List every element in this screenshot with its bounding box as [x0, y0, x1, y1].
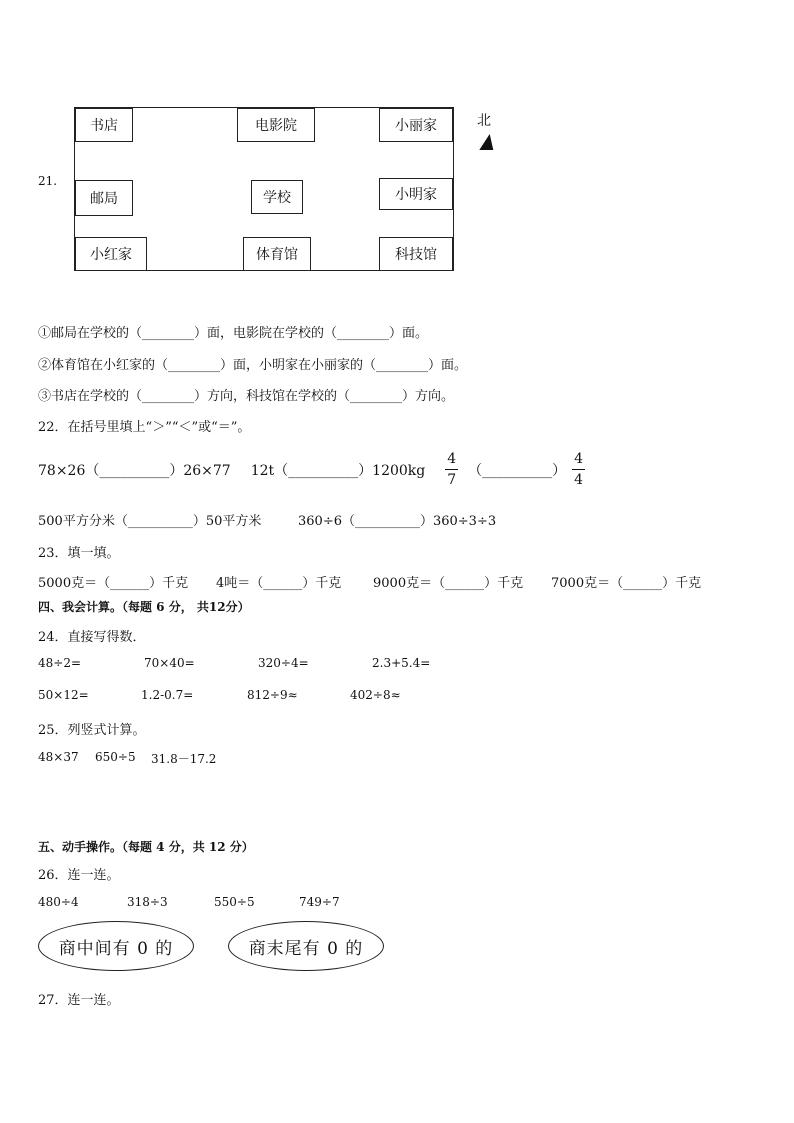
place-xiaoming-home: 小明家: [379, 178, 453, 210]
q24-item-6: 1.2-0.7=: [141, 688, 194, 702]
q27-title: 27．连一连。: [38, 993, 120, 1008]
q22-compare-a: 78×26（__________）26×77: [38, 462, 231, 479]
q26-item-1: 480÷4: [38, 895, 79, 909]
q23-item-1: 5000克＝（______）千克: [38, 576, 189, 591]
q22-compare-b: 12t（__________）1200kg: [250, 462, 426, 479]
q22-title: 22．在括号里填上“＞”“＜”或“＝”。: [38, 420, 251, 435]
q21-line-1: ①邮局在学校的（________）面，电影院在学校的（________）面。: [38, 326, 429, 341]
q23-item-4: 7000克＝（______）千克: [551, 576, 702, 591]
q25-item-1: 48×37: [38, 750, 79, 764]
place-science-museum: 科技馆: [379, 237, 453, 271]
q24-item-7: 812÷9≈: [247, 688, 298, 702]
q24-item-3: 320÷4=: [258, 656, 309, 670]
q21-line-2: ②体育馆在小红家的（________）面，小明家在小丽家的（________）面。: [38, 358, 468, 373]
section-5-title: 五、动手操作。（每题 4 分，共 12 分）: [38, 840, 254, 854]
fraction-four-sevenths: $\frac{4}{7}$: [447, 451, 457, 488]
oval-quotient-middle-zero: 商中间有 0 的: [38, 921, 194, 971]
q25-title: 25．列竖式计算。: [38, 723, 146, 738]
q24-title: 24．直接写得数．: [38, 630, 146, 645]
place-school: 学校: [251, 180, 303, 214]
north-label: 北: [477, 113, 491, 129]
q26-item-3: 550÷5: [214, 895, 255, 909]
q22-compare-c-blank: （__________）: [468, 462, 567, 479]
place-xiaoli-home: 小丽家: [379, 108, 453, 142]
q26-title: 26．连一连。: [38, 868, 120, 883]
q21-line-3: ③书店在学校的（________）方向，科技馆在学校的（________）方向。: [38, 389, 455, 404]
place-post-office: 邮局: [75, 180, 133, 216]
place-cinema: 电影院: [237, 108, 315, 142]
q25-item-2: 650÷5: [95, 750, 136, 764]
q24-item-4: 2.3+5.4=: [372, 656, 431, 670]
place-gym: 体育馆: [243, 237, 311, 271]
q22-compare-d: 500平方分米（__________）50平方米: [38, 514, 262, 529]
question-21-number: 21.: [38, 174, 58, 188]
section-4-title: 四、我会计算。（每题 6 分， 共12分）: [38, 600, 250, 614]
place-xiaohong-home: 小红家: [75, 237, 147, 271]
q23-item-3: 9000克＝（______）千克: [373, 576, 524, 591]
q26-item-4: 749÷7: [299, 895, 340, 909]
q26-item-2: 318÷3: [127, 895, 168, 909]
oval-quotient-end-zero: 商末尾有 0 的: [228, 921, 384, 971]
q23-title: 23．填一填。: [38, 546, 120, 561]
fraction-four-fourths: $\frac{4}{4}$: [574, 451, 584, 488]
q25-item-3: 31.8－17.2: [151, 752, 217, 766]
q23-item-2: 4吨＝（______）千克: [216, 576, 342, 591]
q24-item-1: 48÷2=: [38, 656, 82, 670]
north-arrow-icon: [479, 134, 496, 150]
q24-item-5: 50×12=: [38, 688, 89, 702]
q24-item-2: 70×40=: [144, 656, 195, 670]
q24-item-8: 402÷8≈: [350, 688, 401, 702]
place-bookstore: 书店: [75, 108, 133, 142]
q22-compare-e: 360÷6（__________）360÷3÷3: [298, 514, 497, 529]
q22-row-1: [38, 452, 585, 487]
map-frame: [74, 107, 454, 271]
